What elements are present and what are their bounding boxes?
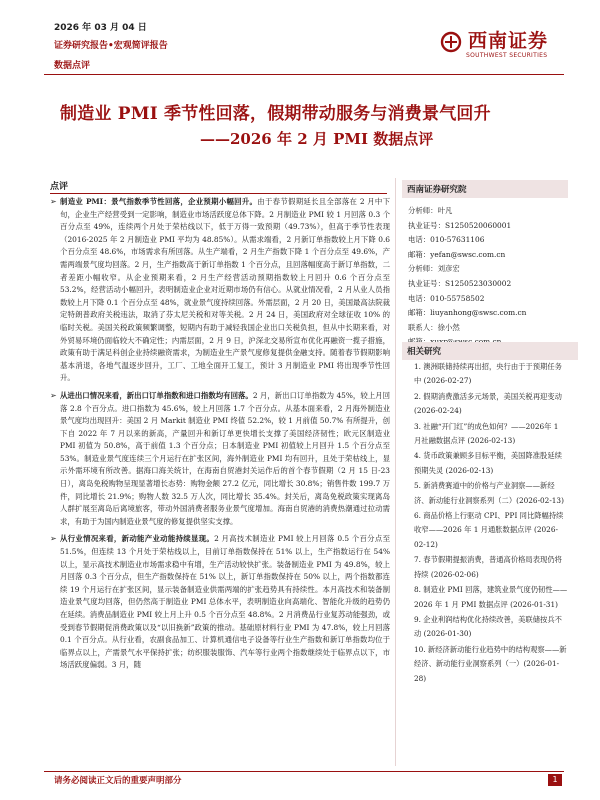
main-body [50, 196, 390, 677]
institute-header: 西南证券研究院 [402, 180, 568, 198]
related-item[interactable]: 10. 新经济新动能行业趋势中的结构观察——新经济、新动能行业洞察系列（一）(2026-01-28) [414, 644, 567, 683]
header-divider [44, 74, 564, 75]
related-item[interactable]: 5. 新消费赛道中的价格与产业洞察——新经济、新动能行业洞察系列（二）(2026-02-13) [414, 481, 564, 505]
analyst-email[interactable]: 邮箱：liuyanhong@swsc.com.cn [408, 308, 527, 318]
logo-text: 西南证券 [468, 30, 549, 52]
section-divider [50, 193, 387, 194]
related-item[interactable]: 2. 假期消费激活多元场景，美国关税再迎变动 (2026-02-24) [414, 391, 562, 416]
report-tag: 数据点评 [54, 61, 91, 71]
report-date: 2026 年 03 月 04 日 [54, 23, 147, 33]
analyst-name: 分析师：刘彦宏 [408, 264, 460, 274]
related-research-header: 相关研究 [402, 342, 578, 360]
paragraph-lead: 制造业 PMI：景气指数季节性回落，企业预期小幅回升。 [60, 197, 258, 206]
analyst-phone: 电话：010-55758502 [408, 293, 485, 303]
related-item[interactable]: 7. 春节假期提振消费，普通高价格局表现仍将持续 (2026-02-06) [414, 555, 562, 579]
analyst-email[interactable]: 邮箱：yefan@swsc.com.cn [408, 249, 506, 259]
footer-disclaimer: 请务必阅读正文后的重要声明部分 [54, 776, 182, 786]
bullet-icon: ➢ [50, 534, 57, 544]
page-title: 制造业 PMI 季节性回落，假期带动服务与消费景气回升 [60, 104, 491, 124]
related-item[interactable]: 9. 企业利润结构优化持续改善，美联储按兵不动 (2026-01-30) [414, 614, 562, 639]
paragraph-text: 2 月，新出口订单指数为 45%，较上月回落 2.8 个百分点。进口指数为 45.6%，较上月回落 1.7 个百分点。从基本面来看，2 月海外制造业景气度均出现回升：美国 2 月 Markit 制造业 PMI 终值 52.2%，较 1 月前值 50.7% 有所提升，创下自 2022 年 7 月以来的新高，产量回升和新订单更快增长支撑了美国经济韧性；欧元区制造业 PMI 初值为 50.8%，高于前值 1.3 个百分点；日本制造业 PMI 初值较上月回升 1.5 个百分点至 53%。制造业景气度连续三个月运行在扩张区间，海外制造业 PMI 均有回升，且处于荣枯线上，显示外需环境有所改善。据海口海关统计，在海南自贸港封关运作后的首个春节假期（2 月 15 日-23 日），离岛免税购物呈现显著增长态势：购物金额 27.2 亿元，同比增长 30.8%；销售件数 199.7 万件，同比增长 21.9%；购物人数 32.5 万人次，同比增长 35.4%。封关后，离岛免税政策实现离岛人群扩展至离岛后离境旅客，带动外国消费者服务业景气度增加。海南自贸港的消费热潮通过拉动需求，有助于为国内制造业景气度的修复提供坚实支撑。 [60, 390, 390, 526]
paragraph-text: 2 月高技术制造业 PMI 较上月回落 0.5 个百分点至 51.5%，但连续 13 个月处于荣枯线以上，目前订单指数保持在 51% 以上，生产指数运行在 54% 以上，显示高技术制造业市场需求稳中有增，生产活动较快扩张。装备制造业 PMI 为 49.8%，较上月回落 0.3 个百分点，但生产指数保持在 51% 以上，新订单指数保持在 50% 以上，两个指数都连续 19 个月运行在扩张区间，显示装备制造业供需两端的扩张趋势具有持续性。本月高技术和装备制造业景气度均回落，但仍然高于制造业 PMI 总体水平，表明制造业向高端化、智能化升级的趋势仍在延续。消费品制造业 PMI 较上月上升 0.5 个百分点至 48.8%。2 月消费品行业复苏动能强劲，或受到春节假期促消费政策以及“以旧换新”政策的推动。基础原材料行业 PMI 为 47.8%，较上月回落 0.1 个百分点。从行业看，农副食品加工、计算机通信电子设备等行业生产指数和新订单指数均位于临界点以上，产需景气水平保持扩张；纺织服装服饰、汽车等行业两个指数继续处于临界点以下，市场活跃度偏弱。3 月，随 [60, 534, 390, 670]
analyst-cert: 执业证号：S1250520060001 [408, 220, 512, 230]
analyst-cert: 执业证号：S1250523030002 [408, 278, 512, 288]
section-label: 点评 [50, 182, 69, 192]
report-series: 证券研究报告•宏观简评报告 [54, 41, 168, 51]
related-item[interactable]: 8. 制造业 PMI 回落，建筑业景气度仍韧性——2026 年 1 月 PMI 数据点评 (2026-01-31) [414, 585, 568, 609]
body-paragraph [50, 196, 390, 385]
related-item[interactable]: 4. 货币政策兼顾多目标平衡，美国降准股延续预期失灵 (2026-02-13) [414, 451, 562, 475]
sidebar-divider [395, 178, 396, 766]
paragraph-text: 由于春节假期延长且全部落在 2 月中下旬，企业生产经营受到一定影响，制造业市场活跃度总体下降。2 月制造业 PMI 较 1 月回落 0.3 个百分点至 49%，连续两个月处于荣枯线以下，低于万得一致预期（49.73%），但高于季节性表现（2016-2025 年 2 月制造业 PMI 平均为 48.85%）。从需求端看，2 月新订单指数较上月下降 0.6 个百分点至 48.6%，市场需求有所回落。从生产端看，2 月生产指数下降 1 个百分点至 49.6%，产需两端景气度均回落。2 月，生产指数高于新订单指数 1 个百分点，且回落幅度高于新订单指数，二者差距小幅收窄。从企业预期来看，2 月生产经营活动预期指数较上月回升 0.6 个百分点至 53.2%，经营活动小幅回升，表明制造业企业对近期市场仍有信心。从就业情况看，2 月从业人员指数较上月下降 0.1 个百分点至 48%，就业景气度持续回落。外需层面，2 月 20 日，美国最高法院裁定特朗普政府关税违法，取消了芬太尼关税和对等关税。2 月 24 日，美国政府对全球征收 10% 的临时关税。美国关税政策频繁调整，短期内有助于减轻我国企业出口关税负担，但从中长期来看，对外贸易环境仍面临较大不确定性；内需层面，2 月 9 日，沪深北交易所宣布优化再融资一揽子措施，政策有助于满足科创企业持续融资需求，为制造业生产景气度修复提供金融支持。随着春节假期影响基本消退，各地气温逐步回升，工厂、工地全面开工复工，预计 3 月制造业 PMI 将出现季节性回升。 [60, 197, 390, 383]
analyst-block [402, 204, 568, 350]
contact-name: 联系人：徐小然 [408, 322, 460, 332]
analyst-panel [402, 180, 568, 350]
page-number: 1 [548, 774, 562, 786]
bullet-icon: ➢ [50, 197, 57, 206]
paragraph-lead: 从进出口情况来看，新出口订单指数和进口指数均有回落。 [60, 390, 253, 400]
related-item[interactable]: 1. 澳洲联储持续再出招，央行由于于预期任务中 (2026-02-27) [414, 362, 562, 386]
related-research-list [402, 360, 568, 687]
analyst-name: 分析师：叶凡 [408, 206, 453, 215]
related-item[interactable]: 3. 社融“开门红”的成色如何？——2026年 1 月社融数据点评 (2026-02-13) [414, 421, 559, 446]
related-item[interactable]: 6. 商品价格上行驱动 CPI、PPI 同比降幅持续收窄——2026 年 1 月通胀数据点评 (2026-02-12) [414, 511, 564, 549]
analyst-phone: 电话：010-57631106 [408, 235, 485, 245]
page-subtitle: ——2026 年 2 月 PMI 数据点评 [200, 130, 434, 148]
paragraph-lead: 从行业情况来看，新动能产业动能持续显现。 [60, 534, 215, 544]
logo-subtext: SOUTHWEST SECURITIES [466, 52, 548, 59]
body-paragraph [50, 390, 390, 529]
body-paragraph [50, 533, 390, 672]
bullet-icon: ➢ [50, 390, 57, 400]
footer-divider [44, 771, 564, 772]
